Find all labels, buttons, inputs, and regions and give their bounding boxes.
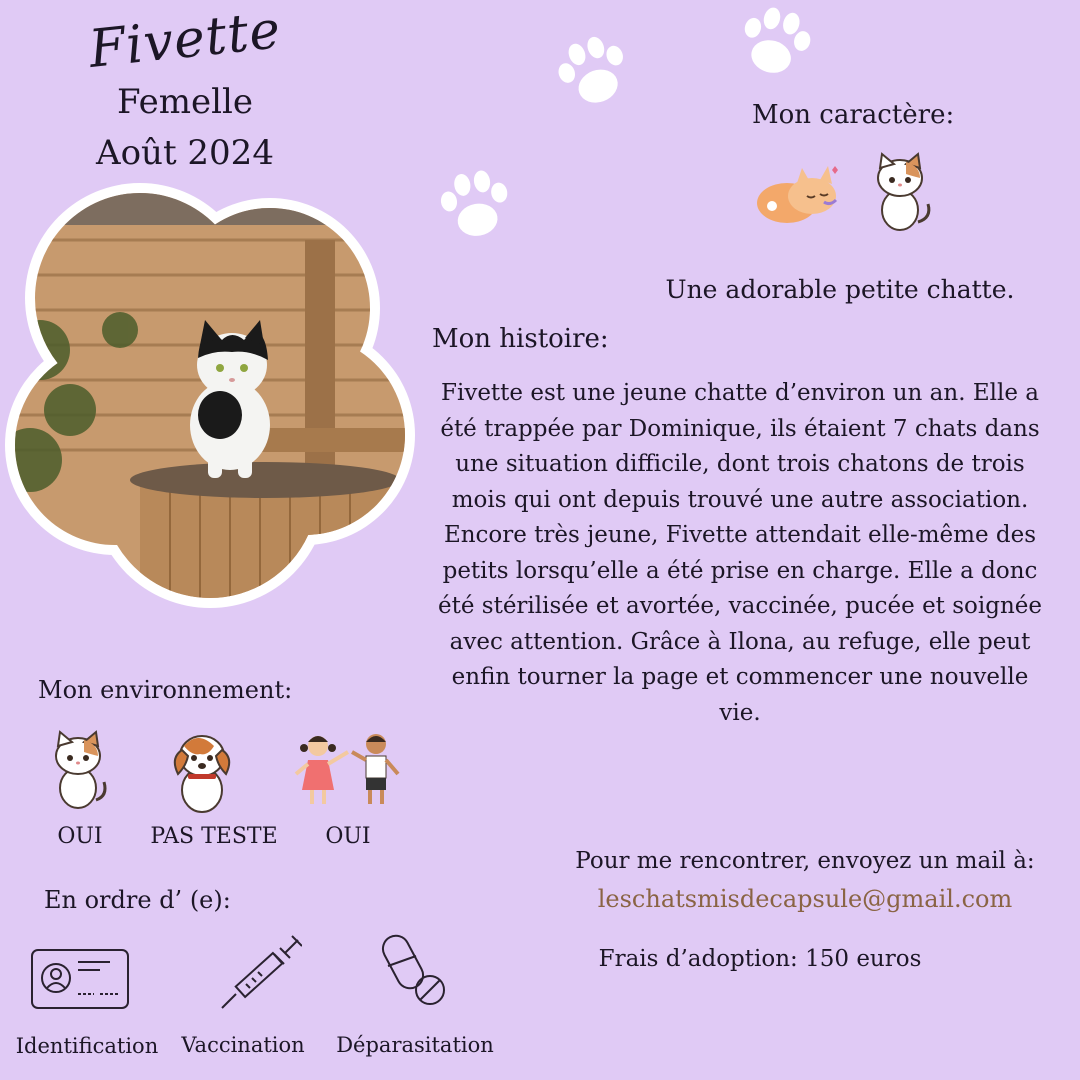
children-icon (292, 730, 404, 810)
story-heading: Mon histoire: (432, 324, 609, 354)
paw-print-icon (430, 165, 520, 245)
cuddling-cats-icon (752, 158, 842, 228)
paw-print-icon (730, 2, 820, 82)
adoption-fee: Frais d’adoption: 150 euros (598, 946, 922, 972)
env-dog-status: PAS TESTE (150, 824, 278, 849)
pills-icon (380, 930, 452, 1010)
paw-print-icon (548, 32, 638, 112)
identification-label: Identification (15, 1034, 159, 1058)
care-heading: En ordre d’ (e): (44, 886, 231, 914)
story-text: Fivette est une jeune chatte d’environ un an. Elle a été trappée par Dominique, ils étaient 7 chats dans une situation difficile, dont trois chatons de trois mois qui ont depuis trouvé une autre association. Encore très jeune, Fivette attendait elle-même des petits lorsqu’elle a été prise en charge. Elle a donc été stérilisée et avortée, vaccinée, pucée et soignée avec attention. Grâce à Ilona, au refuge, elle peut enfin tourner la page et commencer une nouvelle vie. (438, 380, 1042, 726)
contact-intro: Pour me rencontrer, envoyez un mail à: (575, 848, 1035, 874)
cat-photo (0, 180, 430, 620)
env-cat-status: OUI (57, 824, 103, 849)
env-children-status: OUI (325, 824, 371, 849)
id-card-icon (30, 948, 130, 1010)
dog-icon (168, 726, 234, 814)
sex-label: Femelle (116, 82, 254, 122)
vaccination-label: Vaccination (181, 1033, 305, 1057)
syringe-icon (218, 932, 302, 1012)
cat-icon (46, 728, 110, 810)
deworming-label: Déparasitation (336, 1033, 494, 1057)
contact-email-link[interactable]: leschatsmisdecapsule@gmail.com (597, 885, 1013, 913)
character-description: Une adorable petite chatte. (665, 275, 1015, 304)
character-heading: Mon caractère: (752, 100, 955, 130)
birth-date: Août 2024 (96, 133, 274, 173)
cat-name-title: Fivette (86, 0, 284, 80)
environment-heading: Mon environnement: (38, 676, 293, 704)
sitting-cat-icon (868, 152, 934, 232)
